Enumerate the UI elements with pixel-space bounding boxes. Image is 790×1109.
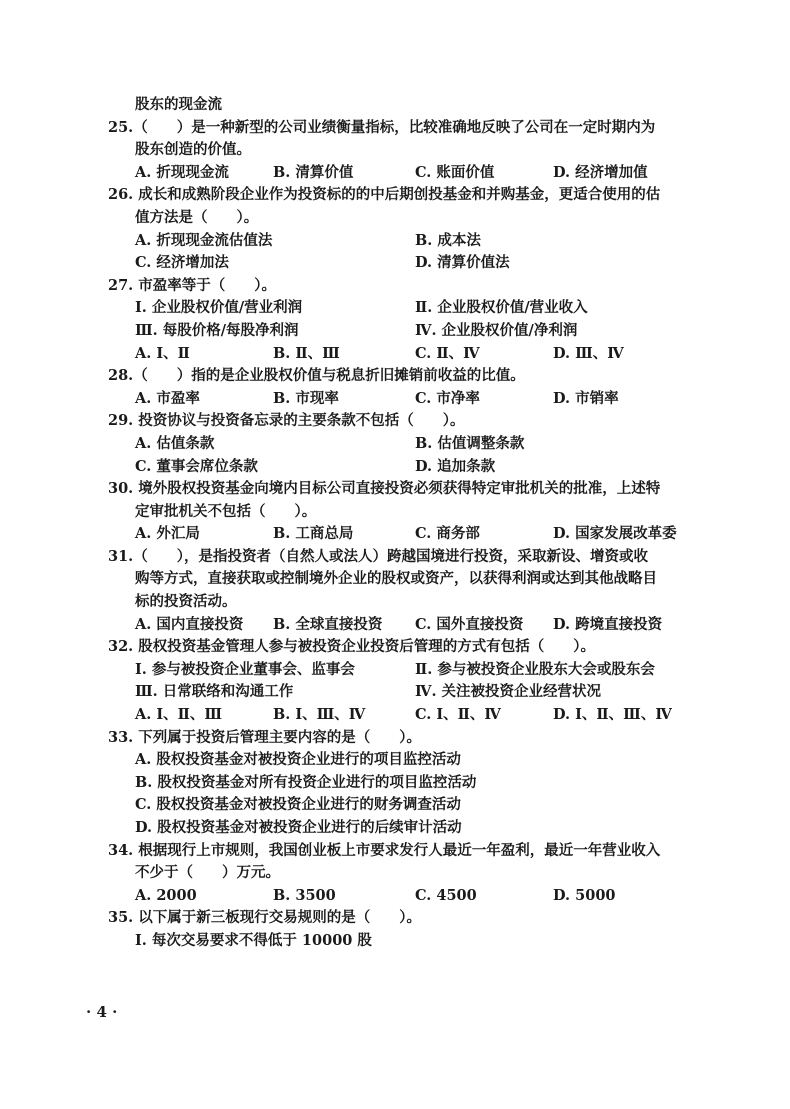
option-text: A. Ⅰ、Ⅱ [135,344,190,362]
option-text: Ⅱ. 参与被投资企业股东大会或股东会 [415,660,655,678]
option-text: Ⅲ. 每股价格/每股净利润 [135,321,299,339]
option-text: D. 经济增加值 [553,163,648,181]
option-text: C. 商务部 [415,525,480,543]
option-row [108,388,728,411]
question-text: 标的投资活动。 [135,593,237,611]
option-text: A. 折现现金流估值法 [135,231,273,249]
question-stem: 26. 成长和成熟阶段企业作为投资标的的中后期创投基金和并购基金，更适合使用的估 [108,186,661,204]
option-row [108,320,728,343]
option-text: A. 估值条款 [135,434,215,452]
option-text: D. 市销率 [553,389,619,407]
option-text: A. 折现现金流 [135,163,229,181]
question-stem: 34. 根据现行上市规则，我国创业板上市要求发行人最近一年盈利，最近一年营业收入 [108,841,661,859]
option-text: A. 国内直接投资 [135,615,244,633]
question-stem: 35. 以下属于新三板现行交易规则的是（ ）。 [108,909,422,927]
option-text: C. 账面价值 [415,163,495,181]
option-text: B. Ⅱ、Ⅲ [273,344,340,362]
option-text: D. 跨境直接投资 [553,615,663,633]
question-stem: 32. 股权投资基金管理人参与被投资企业投资后管理的方式有包括（ ）。 [108,638,596,656]
option-text: Ⅳ. 企业股权价值/净利润 [415,321,578,339]
question-text: C. 股权投资基金对被投资企业进行的财务调查活动 [135,796,461,814]
option-text: D. Ⅲ、Ⅳ [553,344,624,362]
option-text: C. 董事会席位条款 [135,457,258,475]
option-row [108,681,728,704]
option-text: B. 清算价值 [273,163,354,181]
document-page [108,94,728,953]
question-stem: 27. 市盈率等于（ ）。 [108,276,277,294]
question-stem: 30. 境外股权投资基金向境内目标公司直接投资必须获得特定审批机关的批准，上述特 [108,480,661,498]
question-text: 值方法是（ ）。 [135,208,259,226]
question-text: B. 股权投资基金对所有投资企业进行的项目监控活动 [135,773,477,791]
option-row [108,252,728,275]
question-stem: 29. 投资协议与投资备忘录的主要条款不包括（ ）。 [108,412,465,430]
option-text: B. 市现率 [273,389,339,407]
question-text: 股东创造的价值。 [135,141,251,159]
option-row [108,433,728,456]
question-stem: 33. 下列属于投资后管理主要内容的是（ ）。 [108,728,422,746]
option-row [108,230,728,253]
option-row [108,704,728,727]
question-text: D. 股权投资基金对被投资企业进行的后续审计活动 [135,819,462,836]
option-text: D. 国家发展改革委 [553,525,677,543]
option-text: B. 3500 [273,886,336,904]
option-text: A. 市盈率 [135,389,200,407]
option-text: D. 5000 [553,886,616,904]
option-text: B. 工商总局 [273,525,354,543]
option-text: Ⅱ. 企业股权价值/营业收入 [415,299,588,317]
option-text: C. 国外直接投资 [415,615,524,633]
option-text: B. 成本法 [415,231,481,249]
option-row [108,885,728,908]
option-text: D. 追加条款 [415,457,496,475]
page-number: · 4 · [86,1003,118,1021]
question-text: 不少于（ ）万元。 [135,864,280,882]
option-text: B. 估值调整条款 [415,434,525,452]
option-text: Ⅰ. 企业股权价值/营业利润 [135,299,303,317]
option-text: D. 清算价值法 [415,254,510,272]
option-text: A. 2000 [135,886,197,904]
option-row [108,343,728,366]
option-row [108,297,728,320]
option-text: C. 经济增加法 [135,254,229,272]
option-row [108,456,728,479]
question-stem: 25.（ ）是一种新型的公司业绩衡量指标，比较准确地反映了公司在一定时期内为 [108,118,656,136]
option-text: C. Ⅱ、Ⅳ [415,344,480,362]
option-text: C. 4500 [415,886,477,904]
question-text: A. 股权投资基金对被投资企业进行的项目监控活动 [135,751,461,769]
option-row [108,523,728,546]
option-text: Ⅰ. 参与被投资企业董事会、监事会 [135,660,355,678]
option-text: Ⅲ. 日常联络和沟通工作 [135,683,294,701]
option-text: C. 市净率 [415,389,480,407]
option-text: A. Ⅰ、Ⅱ、Ⅲ [135,706,223,724]
option-text: B. Ⅰ、Ⅲ、Ⅳ [273,706,366,724]
question-stem: 28.（ ）指的是企业股权价值与税息折旧摊销前收益的比值。 [108,367,525,385]
question-stem: 31.（ ），是指投资者（自然人或法人）跨越国境进行投资，采取新设、增资或收 [108,547,648,565]
option-row [108,614,728,637]
question-text: 购等方式，直接获取或控制境外企业的股权或资产，以获得利润或达到其他战略目 [135,570,657,588]
option-text: D. Ⅰ、Ⅱ、Ⅲ、Ⅳ [553,706,672,724]
option-text: Ⅳ. 关注被投资企业经营状况 [415,683,602,701]
option-text: A. 外汇局 [135,525,200,543]
option-text: B. 全球直接投资 [273,615,383,633]
option-row [108,659,728,682]
question-text: 定审批机关不包括（ ）。 [135,502,317,520]
option-text: C. Ⅰ、Ⅱ、Ⅳ [415,706,501,724]
question-text: Ⅰ. 每次交易要求不得低于 10000 股 [135,931,372,949]
question-text: 股东的现金流 [135,96,222,113]
option-row [108,162,728,185]
